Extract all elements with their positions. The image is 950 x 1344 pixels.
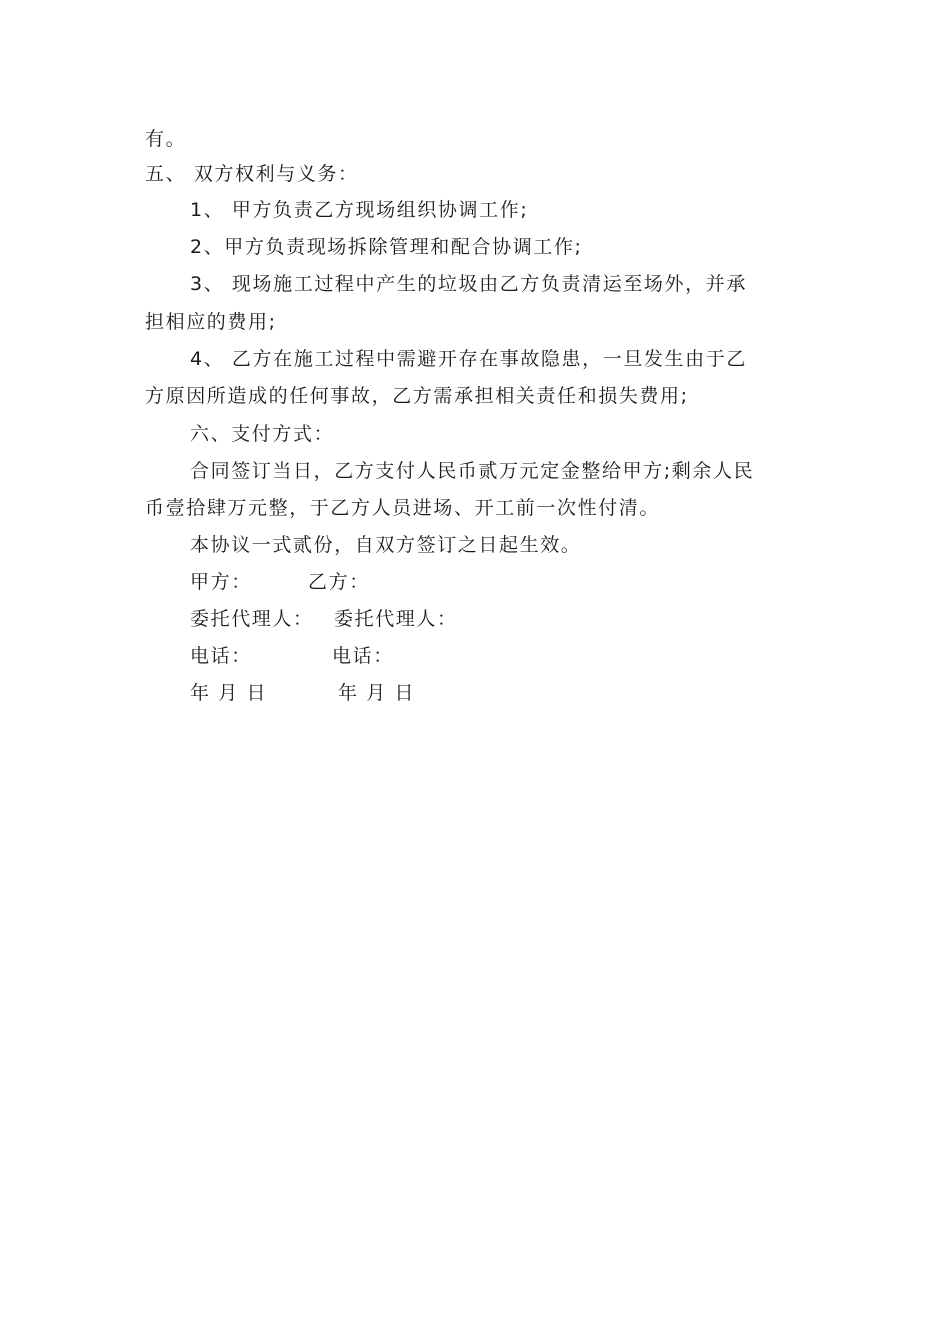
party-a-label: 甲方： xyxy=(190,571,252,593)
agent-b-label: 委托代理人： xyxy=(334,608,458,630)
payment-text-line-1: 合同签订当日，乙方支付人民币贰万元定金整给甲方;剩余人民 xyxy=(190,460,755,482)
date-a: 年 月 日 xyxy=(190,682,268,704)
phone-b-label: 电话： xyxy=(332,645,394,667)
payment-text-line-2: 币壹拾肆万元整，于乙方人员进场、开工前一次性付清。 xyxy=(145,497,661,519)
agent-a-label: 委托代理人： xyxy=(190,608,314,630)
clause-5-3-line-1: 3、 现场施工过程中产生的垃圾由乙方负责清运至场外，并承 xyxy=(190,273,747,295)
clause-5-4-line-2: 方原因所造成的任何事故，乙方需承担相关责任和损失费用; xyxy=(145,385,689,407)
effectiveness-clause: 本协议一式贰份，自双方签订之日起生效。 xyxy=(190,534,582,556)
clause-5-2: 2、甲方负责现场拆除管理和配合协调工作; xyxy=(190,236,583,258)
section-6-heading: 六、支付方式： xyxy=(190,423,335,445)
clause-5-1: 1、 甲方负责乙方现场组织协调工作; xyxy=(190,199,529,221)
clause-5-3-line-2: 担相应的费用; xyxy=(145,311,277,333)
party-b-label: 乙方： xyxy=(308,571,370,593)
continuation-text: 有。 xyxy=(145,128,187,150)
phone-a-label: 电话： xyxy=(190,645,252,667)
clause-5-4-line-1: 4、 乙方在施工过程中需避开存在事故隐患，一旦发生由于乙 xyxy=(190,348,747,370)
date-b: 年 月 日 xyxy=(338,682,416,704)
section-5-heading: 五、 双方权利与义务： xyxy=(145,163,359,185)
